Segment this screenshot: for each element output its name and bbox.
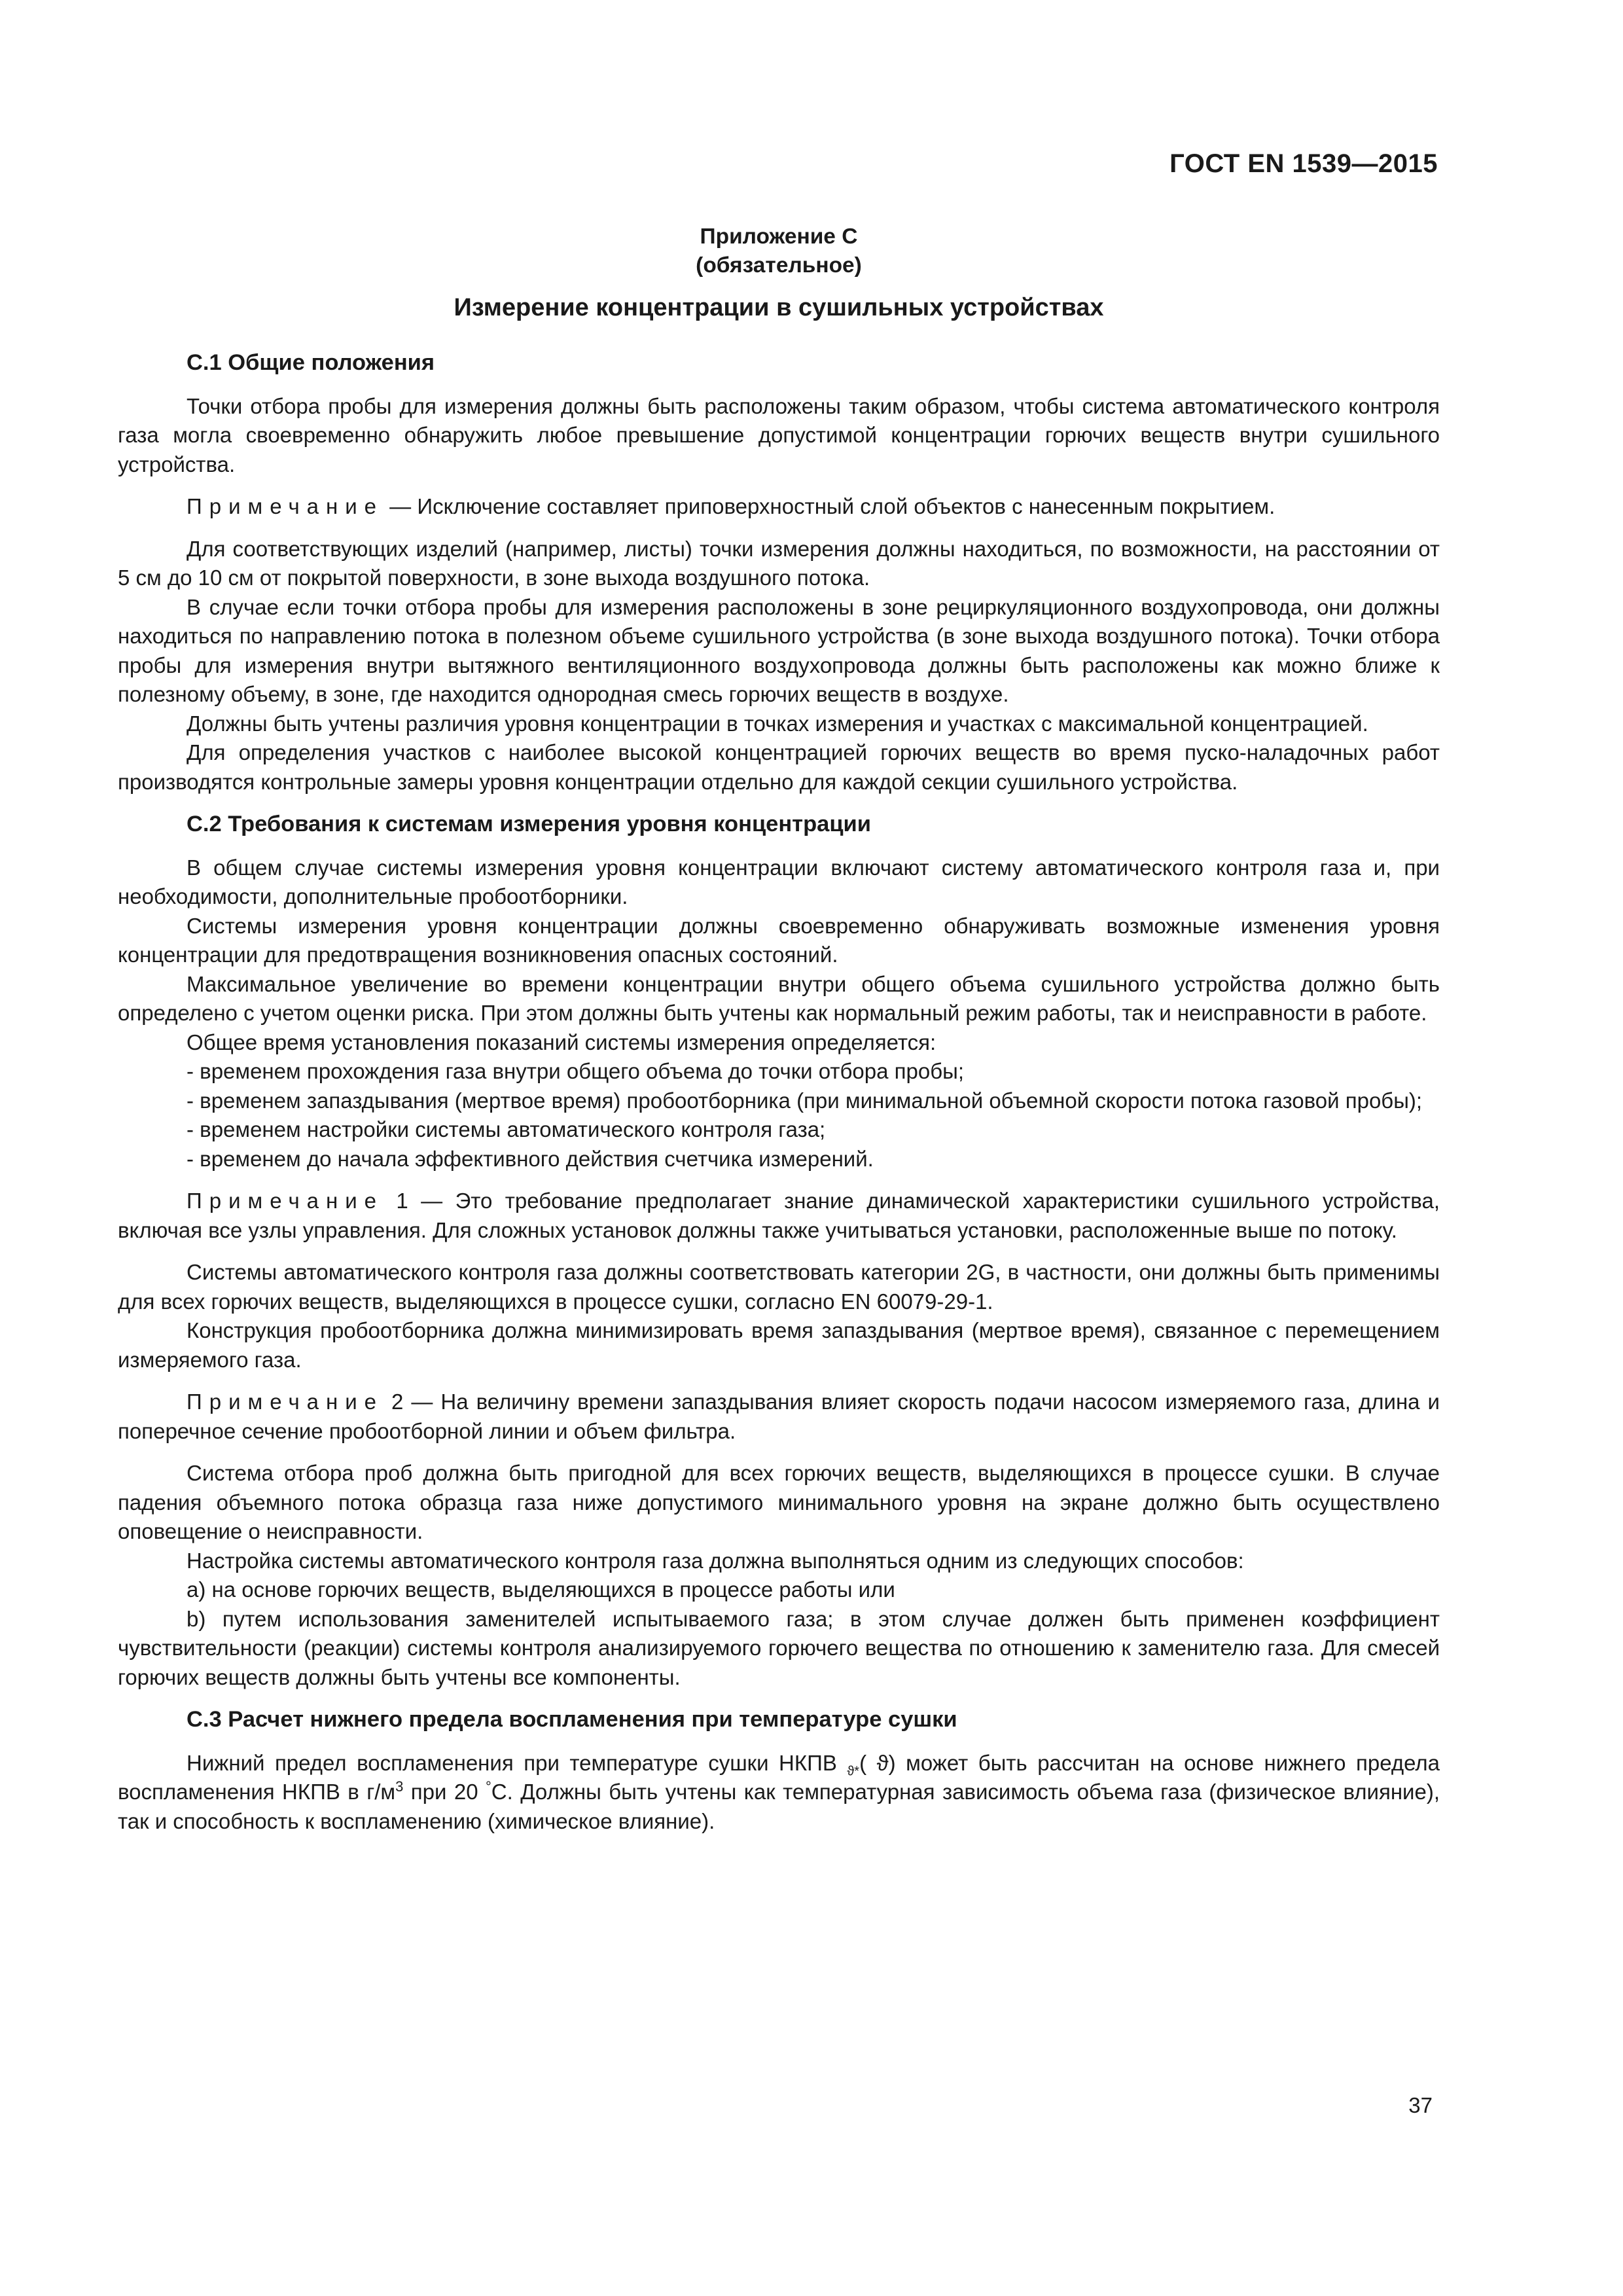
paragraph: В случае если точки отбора пробы для измерения расположены в зоне рециркуляционного воздухопровода, они должны находиться по направлению потока в полезном объеме сушильного устройства (в зоне выхода воздушного потока). Точки отбора пробы для измерения внутри вытяжного вентиляционного воздухопровода должны быть расположены как можно ближе к полезному объему, в зоне, где находится однородная смесь горючих веществ в воздухе. — [118, 594, 1440, 706]
text: при 20 — [403, 1780, 486, 1804]
text: Нижний предел воспламенения при температуре сушки НКПВ — [187, 1750, 847, 1775]
superscript: 3 — [395, 1778, 404, 1795]
paragraph: Конструкция пробоотборника должна минимизировать время запаздывания (мертвое время), связанное с перемещением измеряемого газа. — [118, 1318, 1440, 1372]
note — [118, 1388, 1440, 1446]
paragraph — [118, 1749, 1440, 1837]
list-item: - временем прохождения газа внутри общего объема до точки отбора пробы; — [187, 1059, 965, 1083]
paragraph: Для определения участков с наиболее высокой концентрацией горючих веществ во время пуско-наладочных работ производятся контрольные замеры уровня концентрации отдельно для каждой секции сушильного устройства. — [118, 740, 1440, 794]
note-text: — На величину времени запаздывания влияет скорость подачи насосом измеряемого газа, длина и поперечное сечение пробоотборной линии и объем фильтра. — [118, 1390, 1440, 1443]
note — [118, 1187, 1440, 1245]
note-text: — Исключение составляет приповерхностный слой объектов с нанесенным покрытием. — [383, 494, 1275, 518]
list-item: - временем до начала эффективного действия счетчика измерений. — [187, 1146, 874, 1171]
paragraph: Системы автоматического контроля газа должны соответствовать категории 2G, в частности, они должны быть применимы для всех горючих веществ, выделяющихся в процессе сушки, согласно EN 60079-29-1. — [118, 1260, 1440, 1314]
annex-title: Измерение концентрации в сушильных устройствах — [454, 294, 1104, 321]
note-label: Примечание — [187, 494, 384, 518]
paragraph: В общем случае системы измерения уровня концентрации включают систему автоматического контроля газа и, при необходимости, дополнительные пробоотборники. — [118, 855, 1440, 908]
subscript: ϑ* — [847, 1764, 860, 1779]
list-item: - временем настройки системы автоматического контроля газа; — [187, 1117, 826, 1141]
list-item: b) путем использования заменителей испытываемого газа; в этом случае должен быть применен коэффициент чувствительности (реакции) системы контроля анализируемого горючего вещества по отношению к заменителю газа. Для смесей горючих веществ должны быть учтены все компоненты. — [118, 1606, 1440, 1689]
paragraph: Для соответствующих изделий (например, листы) точки измерения должны находиться, по возможности, на расстоянии от 5 см до 10 см от покрытой поверхности, в зоне выхода воздушного потока. — [118, 536, 1440, 590]
text: ( ϑ) может быть рассчитан на основе нижнего предела воспламенения НКПВ в г/м — [118, 1750, 1440, 1804]
note-number: 2 — [383, 1390, 404, 1414]
paragraph: Настройка системы автоматического контроля газа должна выполняться одним из следующих способов: — [187, 1548, 1244, 1573]
section-c2-title: С.2 Требования к системам измерения уровня концентрации — [187, 812, 871, 836]
list-item: a) на основе горючих веществ, выделяющихся в процессе работы или — [187, 1577, 895, 1602]
paragraph: Должны быть учтены различия уровня концентрации в точках измерения и участках с максимальной концентрацией. — [187, 711, 1368, 736]
paragraph: Система отбора проб должна быть пригодной для всех горючих веществ, выделяющихся в процессе сушки. В случае падения объемного потока образца газа ниже допустимого минимального уровня на экране должно быть осуществлено оповещение о неисправности. — [118, 1461, 1440, 1543]
page-number: 37 — [1408, 2093, 1433, 2117]
paragraph: Общее время установления показаний системы измерения определяется: — [187, 1030, 936, 1054]
paragraph: Системы измерения уровня концентрации должны своевременно обнаруживать возможные изменения уровня концентрации для предотвращения возникновения опасных состояний. — [118, 913, 1440, 967]
note-label: Примечание — [187, 1189, 384, 1213]
note — [118, 492, 1440, 522]
annex-status: (обязательное) — [696, 253, 862, 278]
text: С. Должны быть учтены как температурная зависимость объема газа (физическое влияние), так и способность к воспламенению (химическое влияние). — [118, 1780, 1440, 1833]
degree-sign: ° — [485, 1778, 491, 1795]
note-number: 1 — [383, 1189, 408, 1213]
section-c3-title: С.3 Расчет нижнего предела воспламенения при температуре сушки — [187, 1707, 957, 1732]
paragraph: Точки отбора пробы для измерения должны быть расположены таким образом, чтобы система автоматического контроля газа могла своевременно обнаружить любое превышение допустимой концентрации горючих веществ внутри сушильного устройства. — [118, 393, 1440, 476]
list-item: - временем запаздывания (мертвое время) пробоотборника (при минимальной объемной скорости потока газовой пробы); — [187, 1088, 1423, 1113]
annex-label: Приложение С — [700, 224, 858, 249]
standard-designation: ГОСТ EN 1539—2015 — [1169, 149, 1438, 178]
page-content — [118, 223, 1440, 1836]
paragraph: Максимальное увеличение во времени концентрации внутри общего объема сушильного устройства должно быть определено с учетом оценки риска. При этом должны быть учтены как нормальный режим работы, так и неисправности в работе. — [118, 971, 1440, 1025]
note-text: — Это требование предполагает знание динамической характеристики сушильного устройства, включая все узлы управления. Для сложных установок должны также учитываться установки, расположенные выше по потоку. — [118, 1189, 1440, 1242]
section-c1-title: С.1 Общие положения — [187, 350, 435, 375]
note-label: Примечание — [187, 1390, 384, 1414]
